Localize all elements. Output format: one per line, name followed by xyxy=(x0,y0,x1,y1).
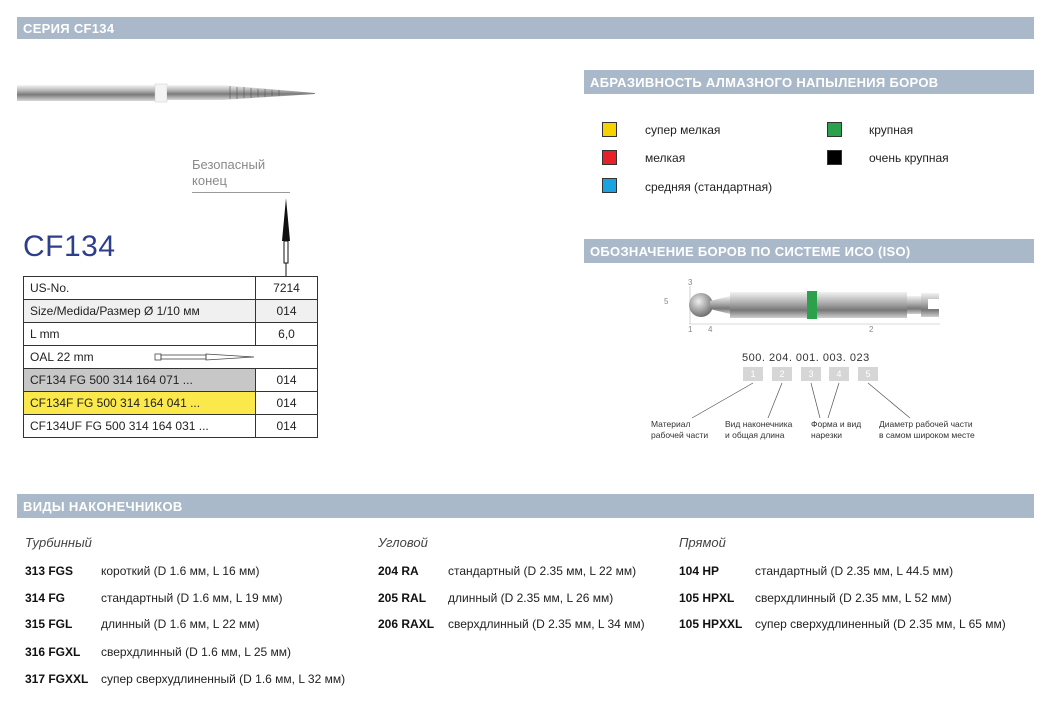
iso-caption-diameter: Диаметр рабочей части в самом широком месте xyxy=(879,419,975,440)
bur-image xyxy=(15,78,320,112)
tips-title: ВИДЫ НАКОНЕЧНИКОВ xyxy=(23,498,183,514)
product-table xyxy=(23,276,318,438)
series-title: СЕРИЯ CF134 xyxy=(23,20,115,36)
iso-dim-label-4: 4 xyxy=(708,325,713,334)
table-row: OAL 22 mm xyxy=(24,346,318,369)
list-item: 105 HPXL сверхдлинный (D 2.35 мм, L 52 мм) xyxy=(679,591,952,605)
iso-caption-material: Материал рабочей части xyxy=(651,419,709,440)
table-row: L mm 6,0 xyxy=(24,323,318,346)
iso-header-bar xyxy=(584,239,1034,263)
legend-swatch-medium xyxy=(602,178,617,193)
bur-vertical-drawing xyxy=(276,196,296,276)
iso-title: ОБОЗНАЧЕНИЕ БОРОВ ПО СИСТЕМЕ ИСО (ISO) xyxy=(590,243,911,259)
model-name: CF134 xyxy=(23,230,116,263)
list-item: 104 HP стандартный (D 2.35 мм, L 44.5 мм) xyxy=(679,564,954,578)
list-item: 316 FGXL сверхдлинный (D 1.6 мм, L 25 мм) xyxy=(25,645,291,659)
angled-title: Угловой xyxy=(378,535,428,550)
list-item: 105 HPXXL супер сверхудлиненный (D 2.35 мм, L 65 мм) xyxy=(679,617,1006,631)
oal-bur-icon xyxy=(154,352,256,362)
iso-box-5: 5 xyxy=(858,367,878,381)
table-row: US-No. 7214 xyxy=(24,277,318,300)
iso-box-4: 4 xyxy=(829,367,849,381)
legend-label-extra-coarse: очень крупная xyxy=(869,151,949,165)
iso-pointer-lines xyxy=(640,380,990,420)
table-row: Size/Medida/Размер Ø 1/10 мм 014 xyxy=(24,300,318,323)
safe-end-underline xyxy=(192,192,290,193)
list-item: 204 RA стандартный (D 2.35 мм, L 22 мм) xyxy=(378,564,637,578)
turbine-title: Турбинный xyxy=(25,535,92,550)
iso-dim-label-1: 1 xyxy=(688,325,693,334)
straight-title: Прямой xyxy=(679,535,726,550)
table-row: CF134F FG 500 314 164 041 ... 014 xyxy=(24,392,318,415)
legend-swatch-extra-coarse xyxy=(827,150,842,165)
iso-code: 500. 204. 001. 003. 023 xyxy=(742,352,870,364)
iso-caption-shank-type: Вид наконечника и общая длина xyxy=(725,419,793,440)
tips-header-bar xyxy=(17,494,1034,518)
legend-label-super-fine: супер мелкая xyxy=(645,123,721,137)
iso-box-2: 2 xyxy=(772,367,792,381)
iso-dim-label-2: 2 xyxy=(869,325,874,334)
list-item: 206 RAXL сверхдлинный (D 2.35 мм, L 34 мм) xyxy=(378,617,645,631)
safe-end-label: Безопасный конец xyxy=(192,157,266,188)
legend-label-coarse: крупная xyxy=(869,123,914,137)
list-item: 317 FGXXL супер сверхудлиненный (D 1.6 мм, L 32 мм) xyxy=(25,672,346,686)
legend-swatch-fine xyxy=(602,150,617,165)
abrasiveness-title: АБРАЗИВНОСТЬ АЛМАЗНОГО НАПЫЛЕНИЯ БОРОВ xyxy=(590,74,939,90)
list-item: 205 RAL длинный (D 2.35 мм, L 26 мм) xyxy=(378,591,614,605)
iso-dim-label-3: 3 xyxy=(688,278,693,287)
iso-box-3: 3 xyxy=(801,367,821,381)
iso-caption-shape: Форма и вид нарезки xyxy=(811,419,862,440)
list-item: 315 FGL длинный (D 1.6 мм, L 22 мм) xyxy=(25,617,260,631)
iso-box-1: 1 xyxy=(743,367,763,381)
list-item: 313 FGS короткий (D 1.6 мм, L 16 мм) xyxy=(25,564,260,578)
list-item: 314 FG стандартный (D 1.6 мм, L 19 мм) xyxy=(25,591,283,605)
legend-swatch-super-fine xyxy=(602,122,617,137)
legend-label-medium: средняя (стандартная) xyxy=(645,180,773,194)
series-header-bar xyxy=(17,17,1034,39)
table-row: CF134UF FG 500 314 164 031 ... 014 xyxy=(24,415,318,438)
legend-swatch-coarse xyxy=(827,122,842,137)
legend-label-fine: мелкая xyxy=(645,151,686,165)
iso-bur-diagram xyxy=(660,278,950,338)
iso-dim-label-5: 5 xyxy=(664,297,669,306)
table-row: CF134 FG 500 314 164 071 ... 014 xyxy=(24,369,318,392)
abrasiveness-header-bar xyxy=(584,70,1034,94)
